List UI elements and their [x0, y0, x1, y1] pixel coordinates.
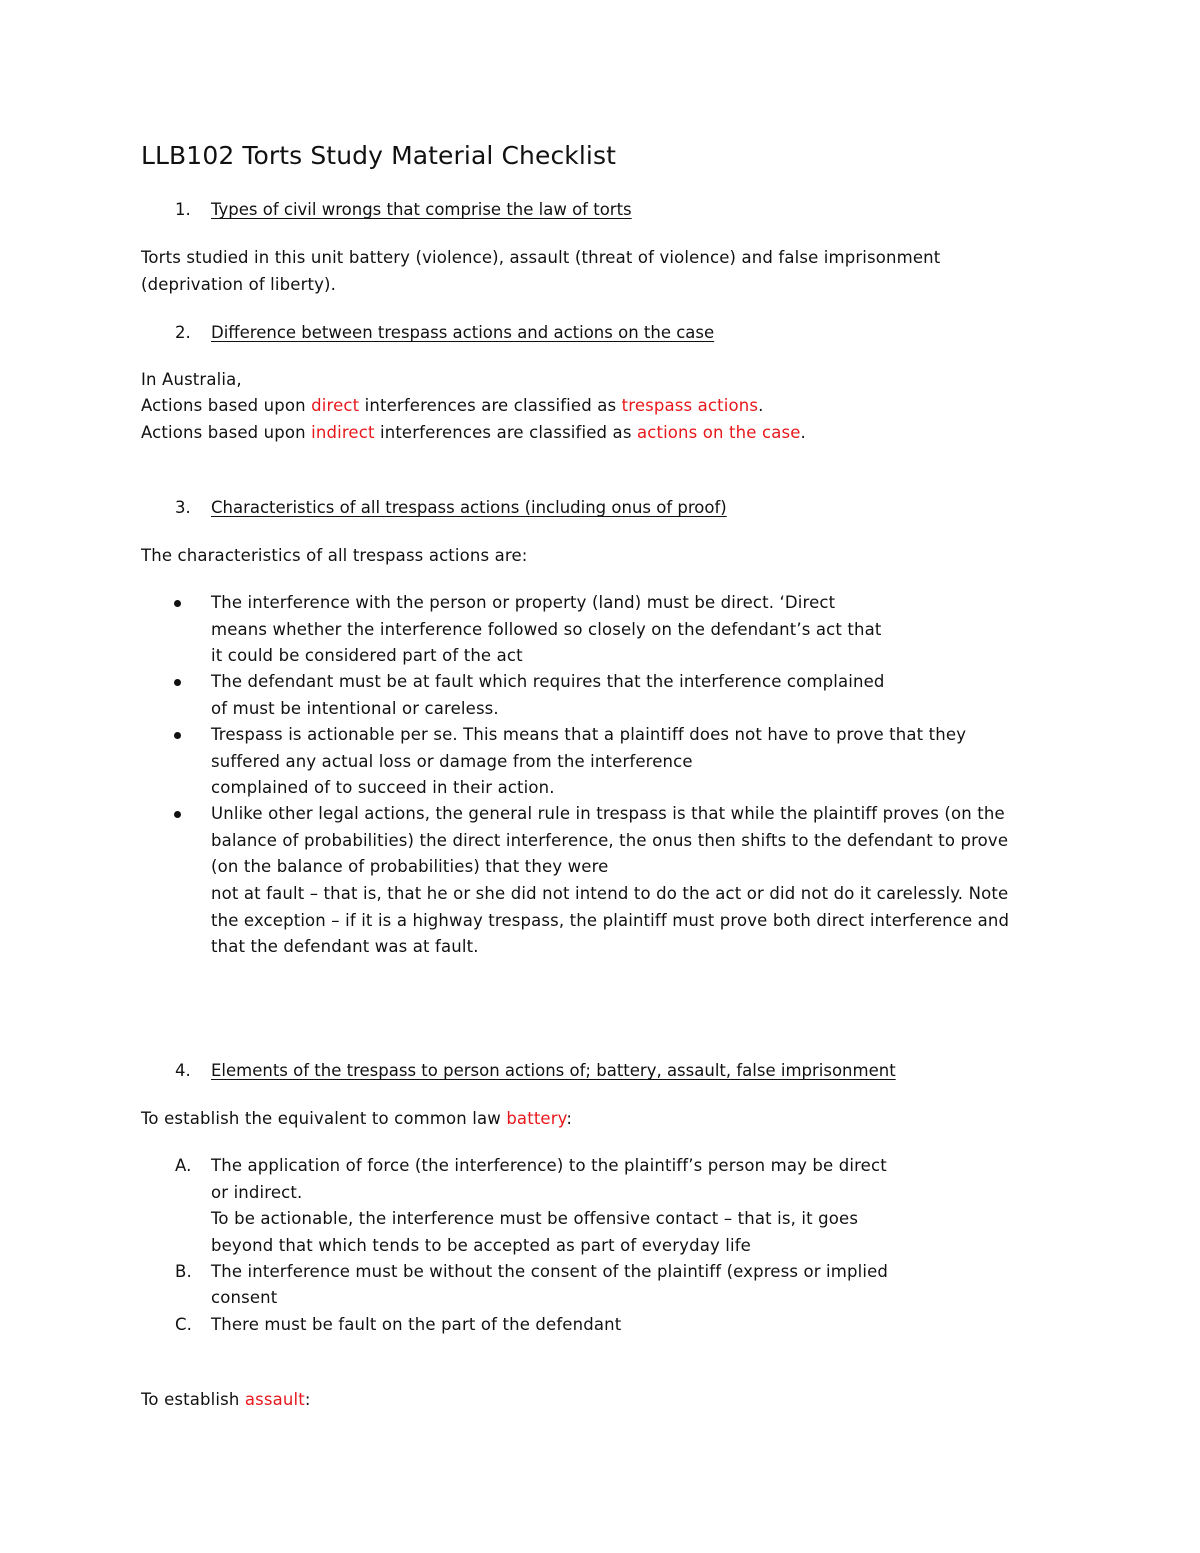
section-3-heading: Characteristics of all trespass actions (including onus of proof): [211, 498, 727, 517]
bullet-line: it could be considered part of the act: [211, 646, 523, 665]
list-marker: A.: [175, 1156, 192, 1175]
bullet-line: The interference with the person or property (land) must be direct. ‘Direct: [211, 593, 836, 612]
list-item-line: beyond that which tends to be accepted as part of everyday life: [211, 1236, 751, 1255]
section-1-heading: Types of civil wrongs that comprise the law of torts: [211, 200, 632, 219]
list-item-line: consent: [211, 1288, 278, 1307]
highlight-actions-on-the-case: actions on the case: [636, 423, 801, 442]
bullet-line: Unlike other legal actions, the general rule in trespass is that while the plaintiff proves (on the: [211, 804, 1005, 823]
bullet-line: the exception – if it is a highway trespass, the plaintiff must prove both direct interference and: [211, 911, 1010, 930]
bullet-dot-icon: [174, 600, 181, 607]
section-2-indirect-line: Actions based upon indirect interferences are classified as actions on the case.: [141, 423, 806, 442]
section-1-paragraph-line: Torts studied in this unit battery (violence), assault (threat of violence) and false imprisonment: [141, 248, 941, 267]
bullet-line: suffered any actual loss or damage from the interference: [211, 752, 693, 771]
section-1-number: 1.: [175, 200, 191, 219]
section-2-number: 2.: [175, 323, 191, 342]
bullet-line: The defendant must be at fault which requires that the interference complained: [211, 672, 885, 691]
section-2-heading: Difference between trespass actions and actions on the case: [211, 323, 715, 342]
section-2-direct-line: Actions based upon direct interferences are classified as trespass actions.: [141, 396, 764, 415]
bullet-dot-icon: [174, 679, 181, 686]
highlight-assault: assault: [244, 1390, 305, 1409]
highlight-direct: direct: [311, 396, 360, 415]
list-marker: B.: [175, 1262, 192, 1281]
section-3-intro: The characteristics of all trespass actions are:: [141, 546, 528, 565]
assault-intro: To establish assault:: [141, 1390, 311, 1409]
document-title: LLB102 Torts Study Material Checklist: [141, 141, 617, 170]
list-item-line: or indirect.: [211, 1183, 303, 1202]
bullet-line: not at fault – that is, that he or she did not intend to do the act or did not do it carelessly. Note: [211, 884, 1009, 903]
highlight-indirect: indirect: [311, 423, 375, 442]
list-item-line: To be actionable, the interference must be offensive contact – that is, it goes: [211, 1209, 859, 1228]
highlight-battery: battery: [506, 1109, 567, 1128]
list-marker: C.: [175, 1315, 193, 1334]
section-4-heading: Elements of the trespass to person actions of; battery, assault, false imprisonment: [211, 1061, 896, 1080]
section-2-intro: In Australia,: [141, 370, 242, 389]
bullet-line: of must be intentional or careless.: [211, 699, 499, 718]
section-1-paragraph-line: (deprivation of liberty).: [141, 275, 337, 294]
bullet-line: (on the balance of probabilities) that they were: [211, 857, 609, 876]
bullet-line: complained of to succeed in their action.: [211, 778, 555, 797]
battery-intro: To establish the equivalent to common law battery:: [141, 1109, 573, 1128]
bullet-line: means whether the interference followed so closely on the defendant’s act that: [211, 620, 882, 639]
bullet-line: that the defendant was at fault.: [211, 937, 479, 956]
bullet-dot-icon: [174, 732, 181, 739]
list-item-line: The interference must be without the consent of the plaintiff (express or implied: [211, 1262, 889, 1281]
list-item-line: There must be fault on the part of the defendant: [211, 1315, 622, 1334]
section-3-number: 3.: [175, 498, 191, 517]
list-item-line: The application of force (the interference) to the plaintiff’s person may be direct: [211, 1156, 887, 1175]
bullet-line: balance of probabilities) the direct interference, the onus then shifts to the defendant to prove: [211, 831, 1009, 850]
bullet-line: Trespass is actionable per se. This means that a plaintiff does not have to prove that they: [211, 725, 967, 744]
section-4-number: 4.: [175, 1061, 191, 1080]
bullet-dot-icon: [174, 811, 181, 818]
highlight-trespass-actions: trespass actions: [621, 396, 759, 415]
